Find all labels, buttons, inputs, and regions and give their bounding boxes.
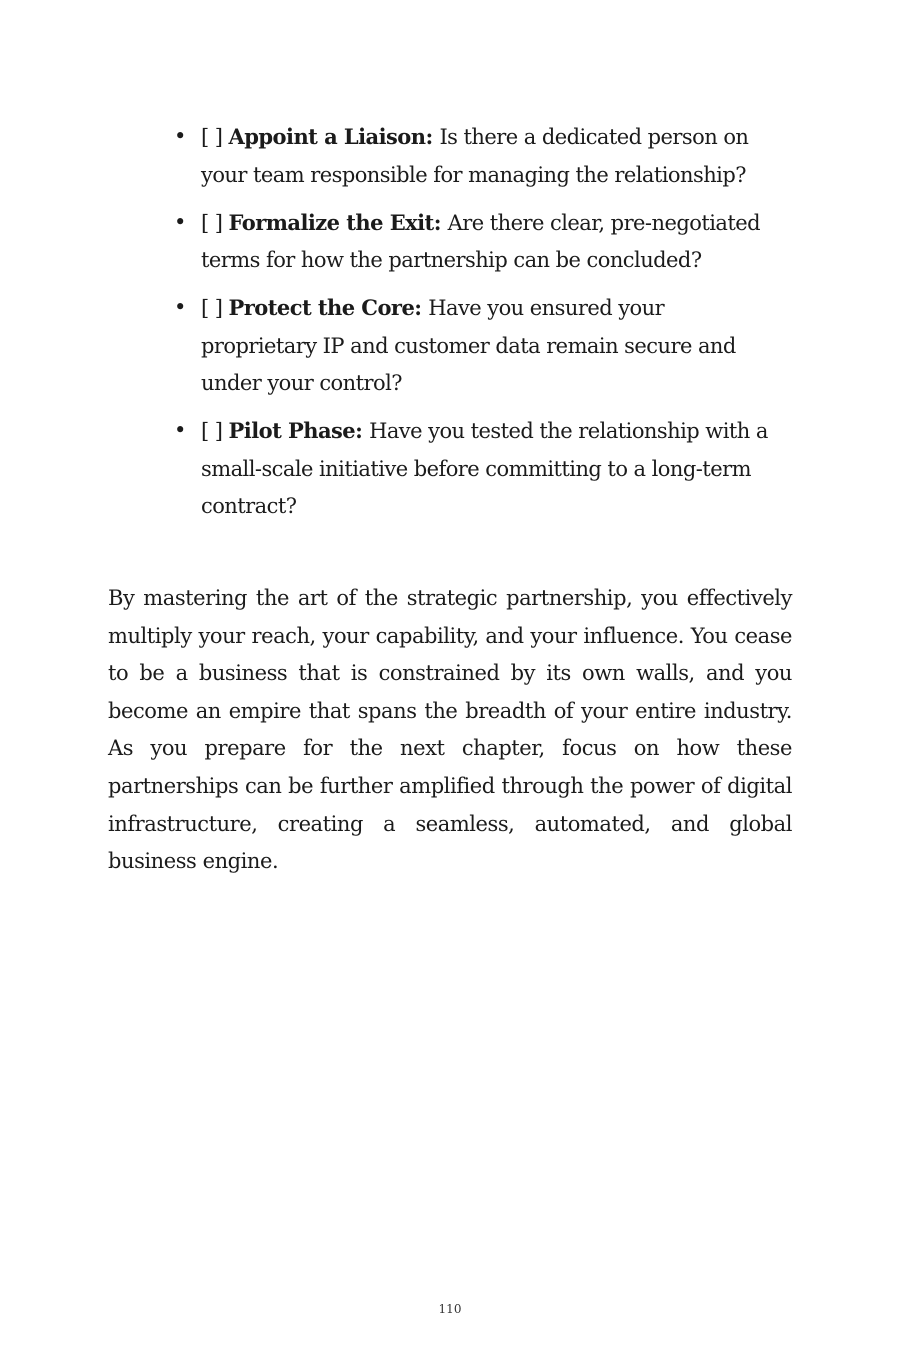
checklist-term: Formalize the Exit:: [228, 209, 448, 235]
checklist-text: Have you tested the relationship with a small-scale initiative before committing to a long-term contract?: [201, 419, 768, 518]
bullet-icon: •: [174, 124, 186, 148]
checkbox-placeholder: [ ]: [201, 210, 229, 235]
checkbox-placeholder: [ ]: [201, 296, 229, 320]
checklist-term: Protect the Core:: [228, 295, 429, 320]
checklist-term: Pilot Phase:: [228, 418, 370, 443]
checkbox-placeholder: [ ]: [201, 125, 229, 149]
partnership-checklist: [174, 118, 774, 535]
checklist-item-core: [174, 289, 774, 403]
checklist-term: Appoint a Liaison:: [228, 124, 440, 149]
checkbox-placeholder: [ ]: [201, 419, 229, 443]
bullet-icon: •: [174, 295, 186, 319]
checklist-text: Have you ensured your proprietary IP and customer data remain secure and under your control?: [201, 296, 736, 395]
checklist-text: Is there a dedicated person on your team responsible for managing the relationship?: [201, 125, 749, 187]
checklist-item-pilot: [174, 412, 774, 526]
bullet-icon: •: [174, 209, 186, 234]
checklist-text: Are there clear, pre-negotiated terms for how the partnership can be concluded?: [201, 210, 760, 272]
checklist-item-exit: [174, 204, 774, 280]
bullet-icon: •: [174, 418, 186, 442]
closing-paragraph: By mastering the art of the strategic partnership, you effectively multiply your reach, your capability, and your influence. You cease to be a business that is constrained by its own walls, and you become an empire that spans the breadth of your entire industry. As you prepare for the next chapter, focus on how these partnerships can be further amplified through the power of digital infrastructure, creating a seamless, automated, and global business engine.: [108, 586, 792, 874]
checklist-item-liaison: [174, 118, 774, 194]
page-number: 110: [438, 1302, 462, 1316]
